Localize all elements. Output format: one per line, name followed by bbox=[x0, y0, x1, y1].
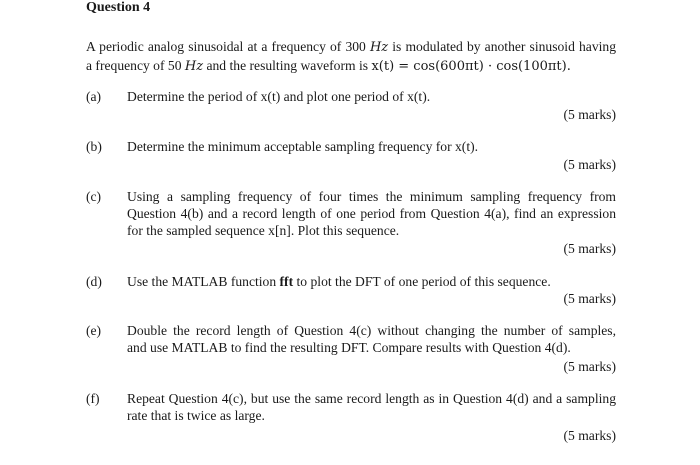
part-line: Determine the minimum acceptable sampling frequency for x(t). bbox=[127, 139, 479, 154]
part-line: Determine the period of x(t) and plot one period of x(t). bbox=[127, 89, 431, 104]
unit-hz: Hz bbox=[369, 40, 389, 55]
part-label: (f) bbox=[86, 391, 100, 406]
part-body bbox=[127, 390, 616, 424]
question-heading: Question 4 bbox=[86, 0, 151, 15]
question-intro bbox=[86, 38, 616, 76]
marks-a: (5 marks) bbox=[563, 107, 616, 122]
intro-text: A periodic analog sinusoidal at a frequency of 300 bbox=[86, 39, 370, 54]
part-label: (b) bbox=[86, 139, 102, 154]
part-text: to plot the DFT of one period of this sequence. bbox=[293, 274, 551, 289]
part-label: (e) bbox=[86, 323, 102, 338]
part-body bbox=[127, 188, 616, 239]
part-label: (d) bbox=[86, 274, 102, 289]
intro-text: and the resulting waveform is bbox=[203, 58, 372, 73]
part-c bbox=[86, 188, 616, 239]
part-b bbox=[86, 138, 616, 155]
intro-line-1 bbox=[86, 38, 616, 57]
part-line: and use MATLAB to find the resulting DFT. Compare results with Question 4(d). bbox=[127, 340, 571, 355]
intro-line-2 bbox=[86, 57, 616, 76]
part-line bbox=[127, 273, 616, 290]
marks-b: (5 marks) bbox=[563, 157, 616, 172]
unit-hz: Hz bbox=[184, 59, 204, 74]
part-body bbox=[127, 88, 616, 105]
waveform-equation: x(t) = cos(600πt) · cos(100πt). bbox=[371, 59, 571, 74]
fft-keyword: fft bbox=[279, 274, 294, 289]
marks-f: (5 marks) bbox=[563, 428, 616, 443]
part-text: Use the MATLAB function bbox=[127, 274, 280, 289]
intro-text: is modulated by another sinusoid having bbox=[388, 39, 617, 54]
part-line: Repeat Question 4(c), but use the same record length as in Question 4(d) and a sampling bbox=[127, 391, 616, 406]
part-body bbox=[127, 322, 616, 356]
part-d bbox=[86, 273, 616, 290]
part-line: Question 4(b) and a record length of one period from Question 4(a), find an expression bbox=[127, 206, 616, 221]
part-f bbox=[86, 390, 616, 424]
part-line: Double the record length of Question 4(c) without changing the number of samples, bbox=[127, 323, 616, 338]
intro-text: a frequency of 50 bbox=[86, 58, 185, 73]
part-label: (a) bbox=[86, 89, 102, 104]
part-a bbox=[86, 88, 616, 105]
part-body bbox=[127, 273, 616, 290]
part-body bbox=[127, 138, 616, 155]
part-line: Using a sampling frequency of four times the minimum sampling frequency from bbox=[127, 189, 616, 204]
part-label: (c) bbox=[86, 189, 102, 204]
part-e bbox=[86, 322, 616, 356]
marks-d: (5 marks) bbox=[563, 291, 616, 306]
marks-e: (5 marks) bbox=[563, 359, 616, 374]
part-line: for the sampled sequence x[n]. Plot this sequence. bbox=[127, 223, 400, 238]
part-line: rate that is twice as large. bbox=[127, 408, 265, 423]
marks-c: (5 marks) bbox=[563, 241, 616, 256]
